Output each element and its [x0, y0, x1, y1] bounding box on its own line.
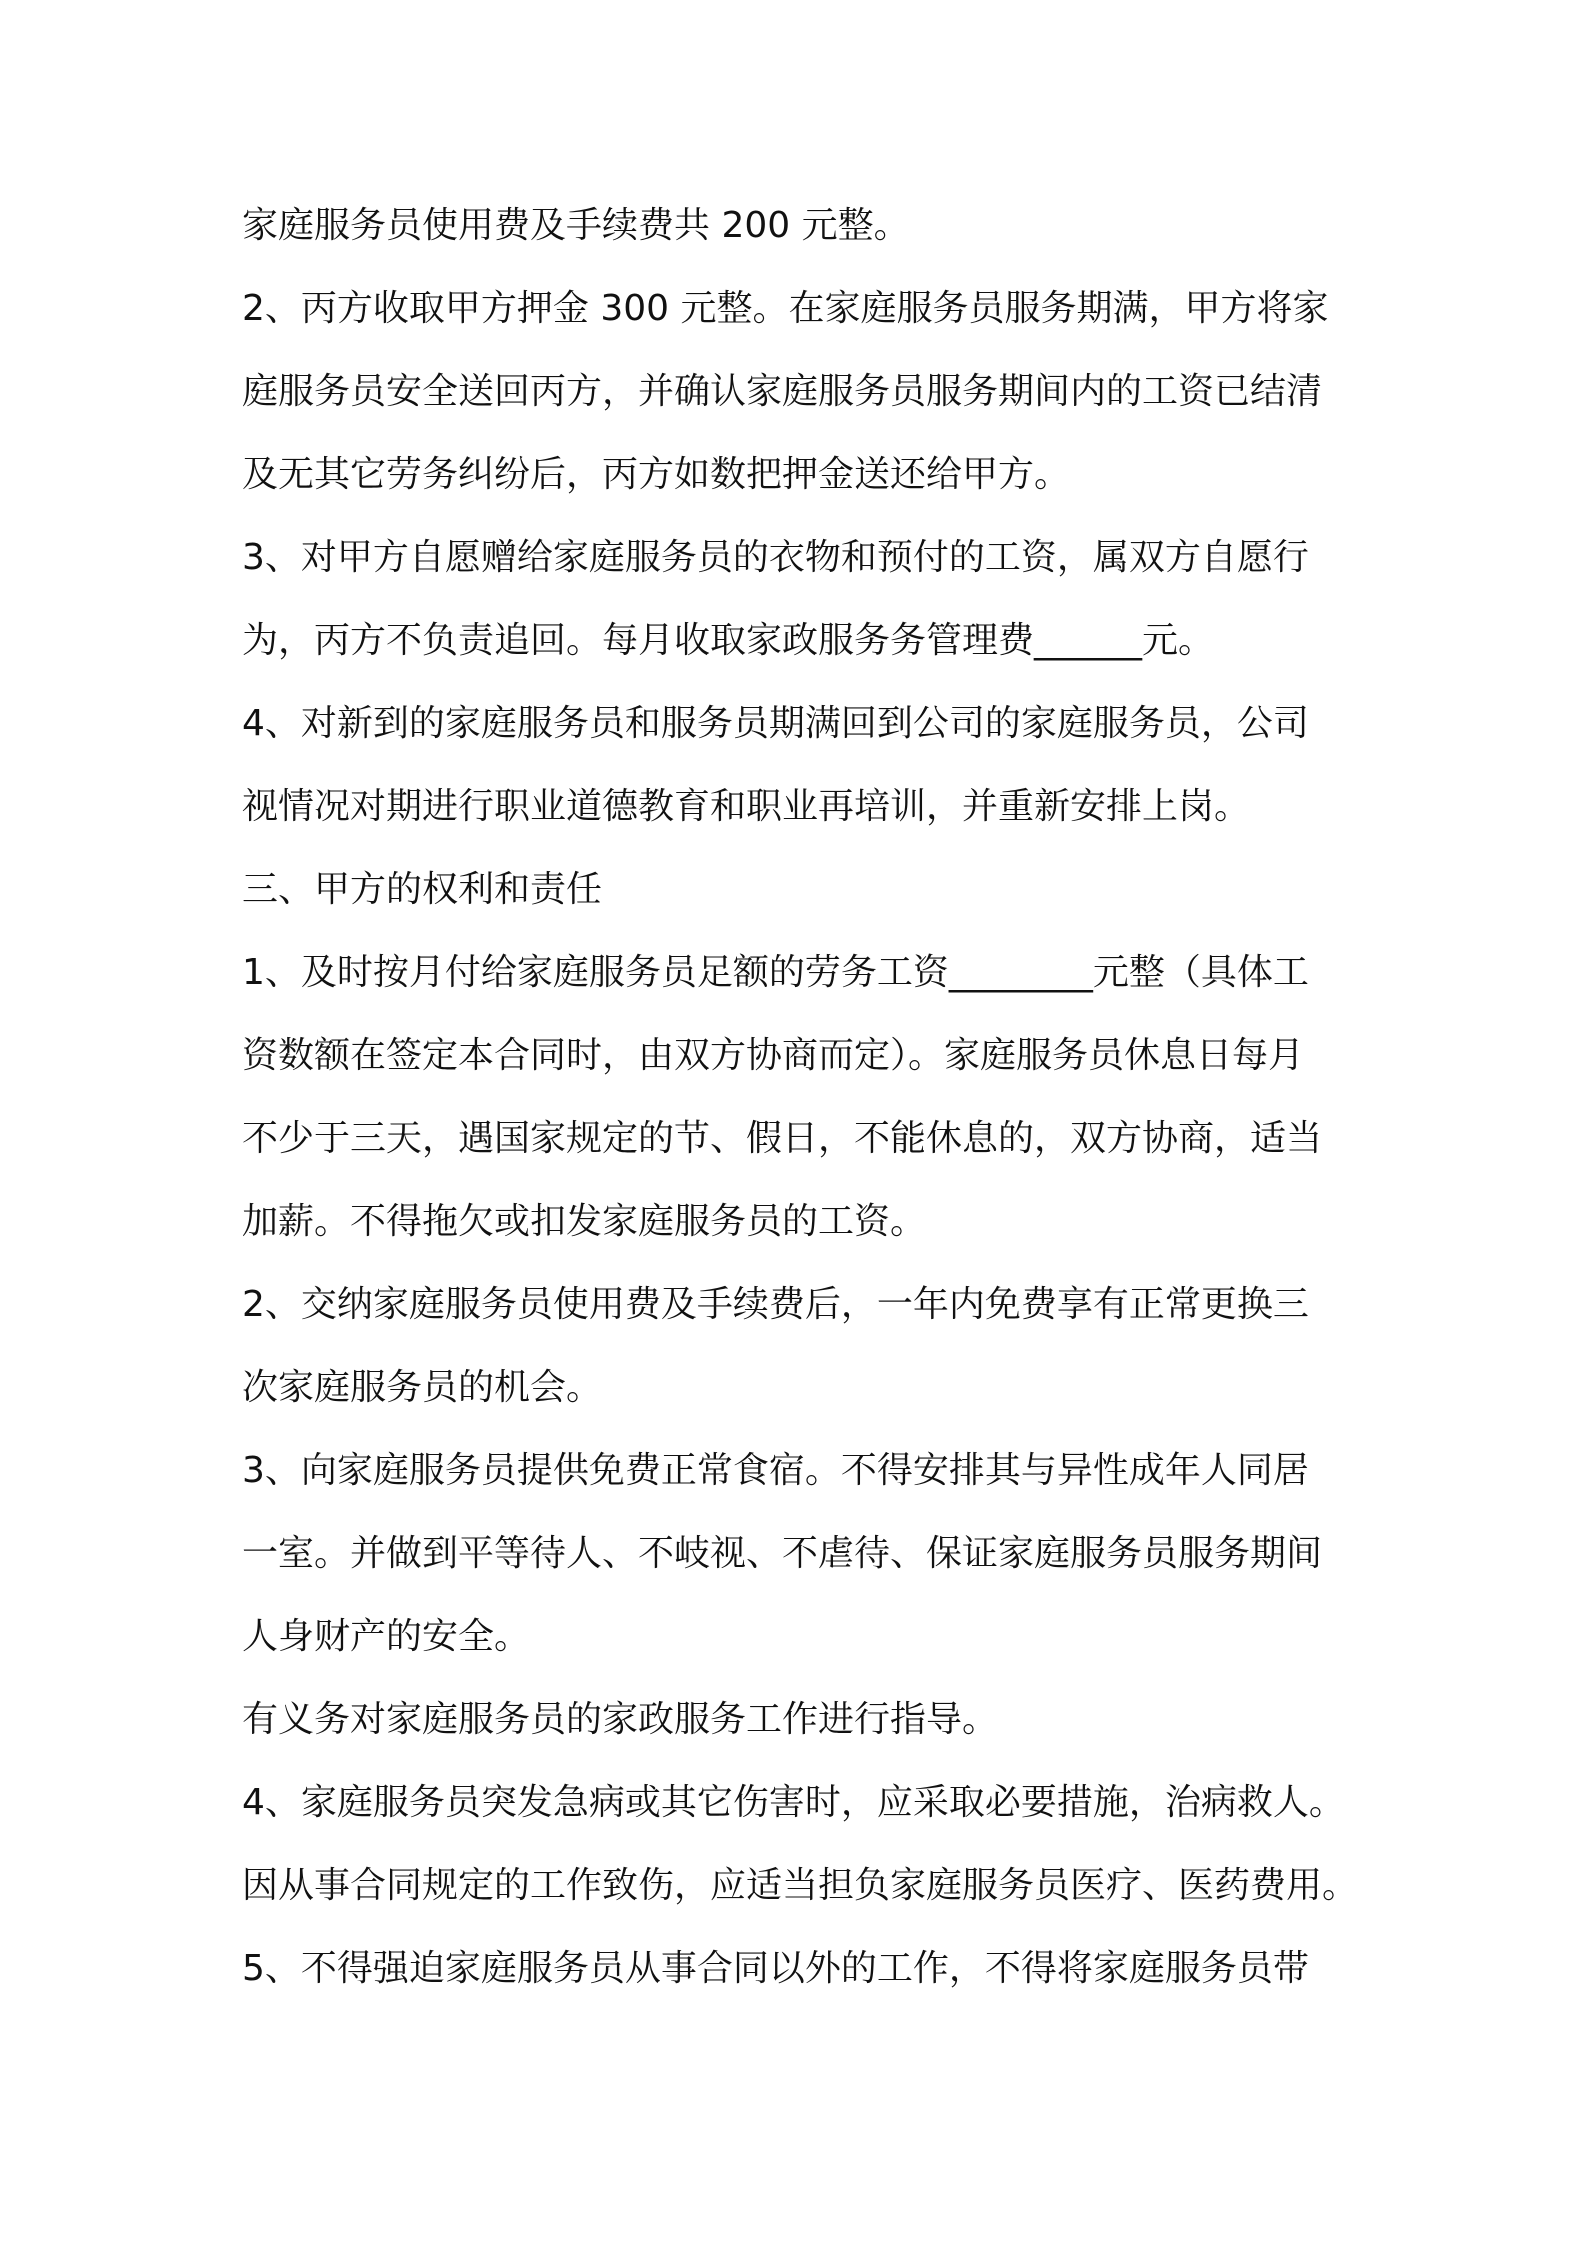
text-line: 加薪。不得拖欠或扣发家庭服务员的工资。 [242, 1201, 927, 1242]
text-line: 2、交纳家庭服务员使用费及手续费后，一年内免费享有正常更换三 [242, 1284, 1309, 1325]
text-line: 视情况对期进行职业道德教育和职业再培训，并重新安排上岗。 [242, 786, 1251, 827]
text-line: 人身财产的安全。 [242, 1616, 531, 1657]
text-line: 不少于三天，遇国家规定的节、假日，不能休息的，双方协商，适当 [242, 1118, 1323, 1159]
text-line: 一室。并做到平等待人、不岐视、不虐待、保证家庭服务员服务期间 [242, 1533, 1323, 1574]
text-line: 因从事合同规定的工作致伤，应适当担负家庭服务员医疗、医药费用。 [242, 1865, 1359, 1906]
text-line: 有义务对家庭服务员的家政服务工作进行指导。 [242, 1699, 999, 1740]
text-line: 及无其它劳务纠纷后，丙方如数把押金送还给甲方。 [242, 454, 1071, 495]
text-line: 3、对甲方自愿赠给家庭服务员的衣物和预付的工资，属双方自愿行 [242, 537, 1309, 578]
text-line: 2、丙方收取甲方押金 300 元整。在家庭服务员服务期满，甲方将家 [242, 288, 1329, 329]
text-line: 为，丙方不负责追回。每月收取家政服务务管理费______元。 [242, 620, 1215, 661]
text-line: 3、向家庭服务员提供免费正常食宿。不得安排其与异性成年人同居 [242, 1450, 1309, 1491]
text-line: 资数额在签定本合同时，由双方协商而定）。家庭服务员休息日每月 [242, 1035, 1305, 1076]
text-line: 4、家庭服务员突发急病或其它伤害时，应采取必要措施，治病救人。 [242, 1782, 1345, 1823]
text-line: 4、对新到的家庭服务员和服务员期满回到公司的家庭服务员，公司 [242, 703, 1309, 744]
text-line: 5、不得强迫家庭服务员从事合同以外的工作，不得将家庭服务员带 [242, 1948, 1309, 1989]
text-line: 次家庭服务员的机会。 [242, 1367, 603, 1408]
text-line: 家庭服务员使用费及手续费共 200 元整。 [242, 205, 910, 246]
text-line: 1、及时按月付给家庭服务员足额的劳务工资________元整（具体工 [242, 952, 1309, 993]
text-line: 庭服务员安全送回丙方，并确认家庭服务员服务期间内的工资已结清 [242, 371, 1323, 412]
document-body [242, 202, 1372, 2028]
section-heading: 三、甲方的权利和责任 [242, 869, 603, 910]
